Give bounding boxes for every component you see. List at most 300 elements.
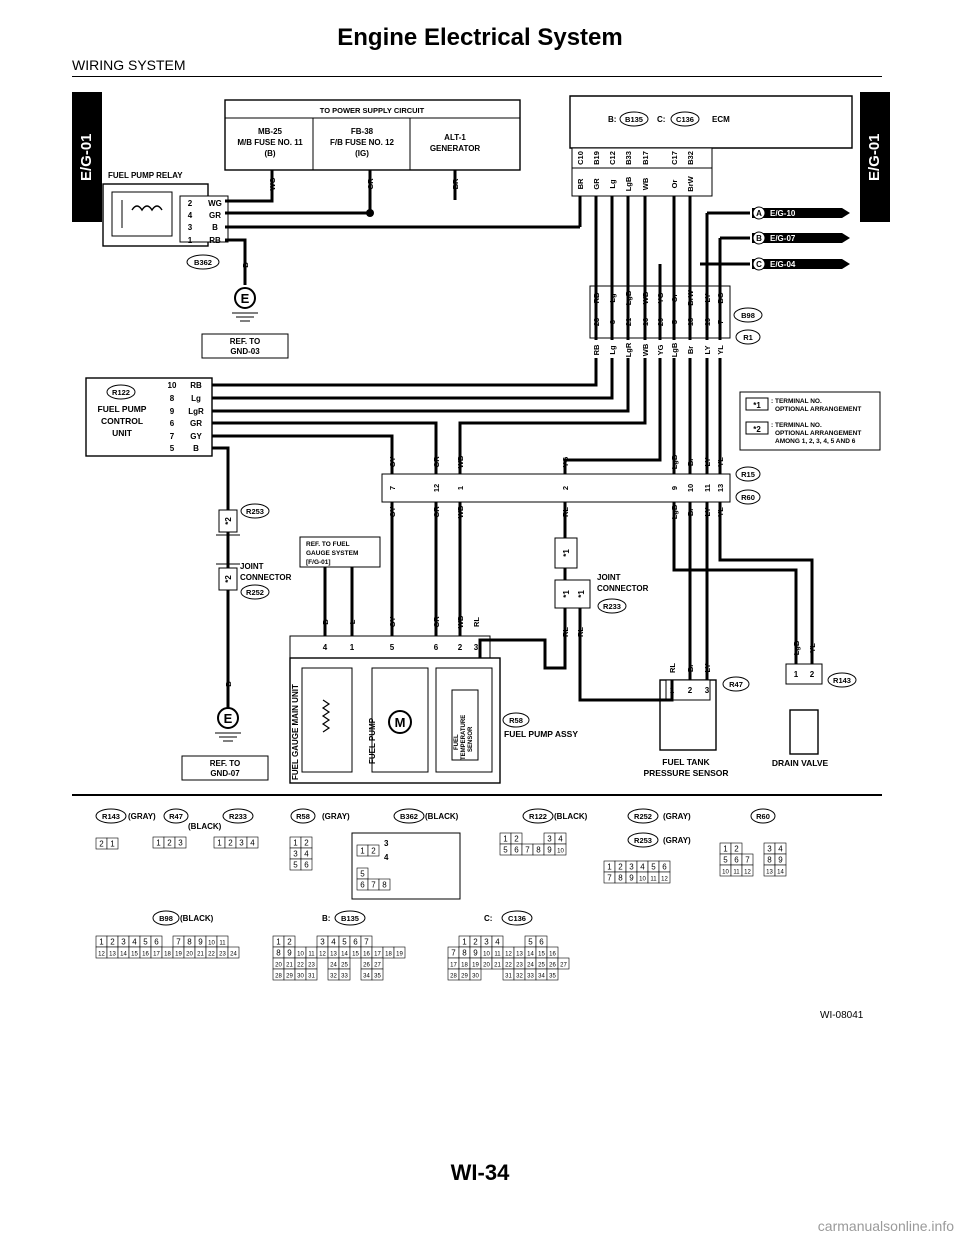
wire-label: 2	[561, 485, 570, 491]
pin-number: 5	[528, 937, 533, 947]
pin-number: 20	[186, 951, 193, 958]
wire-label: RL	[668, 663, 677, 673]
power-supply-box	[225, 100, 520, 170]
pin-number: 14	[777, 869, 784, 876]
legend-text: (BLACK)	[188, 822, 222, 831]
pin-number: 4	[495, 937, 500, 947]
wire-label: YL	[808, 643, 817, 653]
wire-label: RL	[576, 627, 585, 637]
pin-number: 2	[473, 937, 478, 947]
wire	[225, 196, 272, 201]
wire-label: Br	[686, 457, 695, 467]
wire-label: 2	[457, 643, 463, 652]
wire-label: WB	[456, 615, 465, 629]
fuel-pump-assy	[290, 636, 578, 783]
wire-label: 21	[624, 317, 633, 327]
temp-l2: TEMPERATURE	[461, 714, 467, 760]
connector-tag-label: B135	[341, 914, 359, 923]
pin-number: 17	[450, 962, 457, 969]
pin-number: 1	[503, 834, 508, 844]
motor-symbol: M	[394, 715, 406, 730]
pin-number: 33	[527, 973, 534, 980]
legend-text: (BLACK)	[554, 812, 588, 821]
mb-fuse-l3: (B)	[264, 149, 276, 158]
note2-t3: AMONG 1, 2, 3, 4, 5 AND 6	[775, 438, 856, 445]
pin-number: 18	[461, 962, 468, 969]
wire-label: *1	[562, 549, 571, 557]
conn-r233: R233	[603, 602, 621, 611]
pin-number: 21	[197, 951, 204, 958]
wire-label: 7	[169, 432, 175, 441]
wire-label: WB	[641, 343, 650, 357]
pin-number: 7	[451, 948, 456, 958]
pin-number: 9	[198, 937, 203, 947]
pcu-l3: UNIT	[112, 428, 132, 438]
wire-label: LgB	[624, 176, 633, 192]
pin-number: 8	[187, 937, 192, 947]
tank-l1: FUEL TANK	[662, 757, 710, 767]
joint-right-l1: JOINT	[597, 573, 621, 582]
relay-label: FUEL PUMP RELAY	[108, 171, 183, 180]
ground-bottom-symbol: E	[223, 711, 233, 726]
wire-label: GR	[432, 616, 441, 628]
wire-label: 6	[169, 419, 175, 428]
wire	[225, 170, 370, 213]
alt-l2: GENERATOR	[429, 144, 481, 153]
tank-conn: R47	[729, 680, 743, 689]
pin-number: 2	[304, 838, 309, 848]
pin-number: 17	[374, 951, 381, 958]
connector-tag-label: R60	[756, 812, 770, 821]
power-title: TO POWER SUPPLY CIRCUIT	[319, 106, 425, 115]
ecm-c-conn: C136	[676, 115, 694, 124]
pin-number: 10	[483, 951, 490, 958]
pin-number: 6	[734, 855, 739, 865]
pin-number: 20	[275, 962, 282, 969]
pcu-l2: CONTROL	[100, 416, 144, 426]
connector-tag-label: B98	[159, 914, 173, 923]
conn-r253: R253	[246, 507, 264, 516]
legend-text: (GRAY)	[128, 812, 156, 821]
pin-number: 5	[503, 845, 508, 855]
wire-label: *2	[224, 575, 233, 583]
joint-left-l2: CONNECTOR	[240, 573, 292, 582]
pin-number: 8	[462, 948, 467, 958]
wire-label: B17	[641, 151, 650, 165]
pin-number: 1	[723, 844, 728, 854]
pin-number: 7	[176, 937, 181, 947]
connector-tag-label: R143	[102, 812, 120, 821]
ground-bottom-ref1: REF. TO	[209, 759, 241, 768]
wire-label: Or	[670, 293, 679, 303]
pin-number: 5	[651, 862, 656, 872]
wire-label: LgR	[188, 407, 204, 416]
pin-number: 11	[650, 876, 657, 883]
wire-label: 10	[167, 381, 177, 390]
section-tab-left: E/G-01	[72, 92, 102, 222]
wire-label: 10	[686, 483, 695, 493]
conn-r15: R15	[741, 470, 755, 479]
gauge-label: FUEL GAUGE MAIN UNIT	[291, 684, 300, 780]
pin-number: 21	[494, 962, 501, 969]
wire-label: WB	[456, 505, 465, 519]
offpage-b-ref: E/G-07	[770, 234, 796, 243]
wire-label: 8	[608, 319, 617, 325]
pin-number: 2	[99, 839, 104, 849]
pin-number: 1	[110, 839, 115, 849]
pcu-conn: R122	[112, 388, 130, 397]
pin-number: 1	[156, 838, 161, 848]
wire-label: B	[193, 444, 199, 453]
pin-number: 6	[154, 937, 159, 947]
wire	[212, 436, 392, 474]
pin-number: 24	[527, 962, 534, 969]
diagram-code: WI-08041	[820, 1010, 864, 1021]
terminal-notes	[740, 392, 880, 450]
pin-number: 5	[143, 937, 148, 947]
pin-number: 13	[109, 951, 116, 958]
pin-number: 6	[662, 862, 667, 872]
wire-label: 12	[432, 483, 441, 493]
conn-r252: R252	[246, 588, 264, 597]
pin-number: 5	[293, 860, 298, 870]
wire-label: BrW	[686, 290, 695, 306]
pin-number: 5	[342, 937, 347, 947]
connector-legend	[96, 809, 786, 980]
wire-label: Br	[686, 345, 695, 355]
pin-number: 9	[629, 873, 634, 883]
joint-right-l2: CONNECTOR	[597, 584, 649, 593]
wire-label: 2	[187, 199, 193, 208]
ecm-b-prefix: B:	[608, 115, 617, 124]
pin-number: 34	[363, 973, 370, 980]
pin-number: 1	[607, 862, 612, 872]
wire-label: LgB	[670, 504, 679, 520]
pin-number: 4	[331, 937, 336, 947]
wire-label: Or	[670, 179, 679, 189]
note1-key: *1	[753, 401, 761, 410]
pin-number: 31	[505, 973, 512, 980]
wire-label: LgB	[624, 290, 633, 306]
connector-tag-label: R233	[229, 812, 247, 821]
wire-label: *2	[224, 517, 233, 525]
pin-number: 18	[164, 951, 171, 958]
pin-number: 2	[514, 834, 519, 844]
pin-number: 19	[175, 951, 182, 958]
note1-t2: OPTIONAL ARRANGEMENT	[775, 406, 862, 413]
pin-number: 29	[286, 973, 293, 980]
offpage-c-ref: E/G-04	[770, 260, 796, 269]
pin-number: 3	[767, 844, 772, 854]
legend-text: B:	[322, 914, 331, 923]
wire-label: LY	[703, 293, 712, 303]
section-subtitle: WIRING SYSTEM	[72, 57, 186, 73]
wire-label: RL	[561, 507, 570, 517]
pin-number: 9	[473, 948, 478, 958]
pin-number: 27	[560, 962, 567, 969]
wire	[460, 358, 645, 474]
temp-l3: SENSOR	[468, 726, 474, 752]
wire-label: 11	[703, 484, 712, 492]
wire-label: RL	[472, 617, 481, 627]
wire-label: L	[348, 619, 357, 625]
pin-number: 3	[121, 937, 126, 947]
wire-label: 5	[389, 643, 395, 652]
pin-number: 7	[525, 845, 530, 855]
pin-number: 6	[353, 937, 358, 947]
pin-number: 9	[547, 845, 552, 855]
wire-label: LY	[703, 663, 712, 673]
wire	[212, 448, 228, 510]
pin-number: 16	[549, 951, 556, 958]
wire-label: 23	[592, 317, 601, 327]
pin-number: 31	[308, 973, 315, 980]
wire-label: YG	[656, 292, 665, 304]
ground-top-symbol: E	[240, 291, 250, 306]
pin-number: 33	[341, 973, 348, 980]
wire-label: 18	[686, 317, 695, 327]
pin-number: 11	[219, 940, 226, 947]
pin-number: 30	[472, 973, 479, 980]
relay-conn: B362	[194, 258, 212, 267]
ecm-b-conn: B135	[625, 115, 643, 124]
wire-label: 9	[670, 485, 679, 491]
wire-label: Lg	[608, 293, 617, 303]
pin-number: 3	[320, 937, 325, 947]
pin-number: 15	[538, 951, 545, 958]
section-tab-right: E/G-01	[860, 92, 890, 222]
wire-label: B	[241, 262, 250, 268]
legend-text: 3	[384, 839, 389, 848]
pin-number: 3	[484, 937, 489, 947]
pin-number: 17	[153, 951, 160, 958]
pin-number: 26	[549, 962, 556, 969]
pin-number: 10	[208, 940, 215, 947]
wire-label: 1	[187, 236, 193, 245]
wire-label: YG	[656, 344, 665, 356]
pin-number: 7	[745, 855, 750, 865]
pin-number: 32	[516, 973, 523, 980]
pin-number: 8	[767, 855, 772, 865]
legend-text: (BLACK)	[425, 812, 459, 821]
wire-label: YL	[716, 457, 725, 467]
pin-number: 8	[618, 873, 623, 883]
pin-number: 12	[744, 869, 751, 876]
pin-number: 1	[462, 937, 467, 947]
wire-label: GY	[388, 616, 397, 628]
wire-label: Lg	[608, 345, 617, 355]
wire-label: 13	[716, 483, 725, 493]
page-title: Engine Electrical System	[337, 24, 623, 51]
connector-tag-label: C136	[508, 914, 526, 923]
wire-label: B	[212, 223, 218, 232]
wire-label: C12	[608, 151, 617, 165]
wire-label: GY	[190, 432, 202, 441]
conn-b98: B98	[741, 311, 755, 320]
pin-number: 8	[382, 880, 387, 890]
connector-tag-label: R58	[296, 812, 310, 821]
wire-label: *1	[562, 590, 571, 598]
wire-label: RB	[592, 344, 601, 356]
pin-number: 24	[230, 951, 237, 958]
wire-label: LY	[703, 507, 712, 517]
wire-label: GR	[209, 211, 221, 220]
wire-label: LgB	[792, 640, 801, 656]
wire-label: 5	[169, 444, 175, 453]
mb-fuse-l1: MB-25	[257, 127, 283, 136]
pin-number: 35	[549, 973, 556, 980]
page-number: WI-34	[450, 1160, 510, 1185]
wire-label: RB	[209, 236, 221, 245]
wire-label: 3	[187, 223, 193, 232]
wire-label: 19	[703, 317, 712, 327]
wire-label: *1	[577, 590, 586, 598]
pin-number: 1	[293, 838, 298, 848]
pin-number: 11	[733, 869, 740, 876]
wire-label: 3	[473, 643, 479, 652]
connector-tag-label: R122	[529, 812, 547, 821]
pin-number: 14	[341, 951, 348, 958]
pin-number: 12	[505, 951, 512, 958]
pin-number: 18	[385, 951, 392, 958]
pin-number: 19	[472, 962, 479, 969]
offpage-b-letter: B	[756, 234, 762, 243]
pin-number: 5	[723, 855, 728, 865]
ground-top	[202, 288, 288, 358]
pin-number: 6	[514, 845, 519, 855]
wire-label: LY	[703, 345, 712, 355]
pin-number: 22	[297, 962, 304, 969]
pin-number: 13	[330, 951, 337, 958]
ground-bottom	[182, 708, 268, 780]
pin-number: 6	[360, 880, 365, 890]
conn-r60: R60	[741, 493, 755, 502]
ground-top-ref2: GND-03	[230, 347, 260, 356]
wire-label: B19	[592, 151, 601, 165]
note2-t1: : TERMINAL NO.	[771, 422, 822, 429]
pin-number: 14	[527, 951, 534, 958]
wire-label: C10	[576, 151, 585, 165]
wire-label: LgB	[670, 342, 679, 358]
drain-conn: R143	[833, 676, 851, 685]
pin-number: 3	[547, 834, 552, 844]
wire-label: 1	[793, 670, 799, 679]
note2-t2: OPTIONAL ARRANGEMENT	[775, 430, 862, 437]
pin-number: 10	[297, 951, 304, 958]
fb-fuse-l2: F/B FUSE NO. 12	[329, 138, 395, 147]
pin-number: 2	[228, 838, 233, 848]
wire-label: YL	[716, 507, 725, 517]
legend-text: 4	[384, 853, 389, 862]
pin-number: 10	[722, 869, 729, 876]
offpage-a-letter: A	[756, 209, 762, 218]
fuel-tank-pressure-sensor	[643, 677, 749, 778]
pump-label: FUEL PUMP	[368, 717, 377, 764]
pin-number: 5	[360, 869, 365, 879]
wire-label: GR	[432, 506, 441, 518]
pin-number: 8	[536, 845, 541, 855]
pin-number: 2	[287, 937, 292, 947]
wire-label: 8	[169, 394, 175, 403]
wire	[720, 502, 812, 664]
wire-label: YG	[561, 456, 570, 468]
pin-number: 6	[539, 937, 544, 947]
pin-number: 1	[99, 937, 104, 947]
pin-number: 2	[618, 862, 623, 872]
pin-number: 16	[142, 951, 149, 958]
legend-text: (BLACK)	[180, 914, 214, 923]
pin-number: 10	[557, 848, 564, 855]
wire-label: WG	[268, 177, 277, 191]
pin-number: 14	[120, 951, 127, 958]
ecm-label: ECM	[712, 115, 730, 124]
wire-label: LY	[703, 457, 712, 467]
offpage-c-letter: C	[756, 260, 762, 269]
wire-label: Br	[686, 507, 695, 517]
fuel-ref-l3: [F/G-01]	[306, 559, 331, 566]
wire-label: GR	[592, 178, 601, 190]
fuel-ref-l2: GAUGE SYSTEM	[306, 550, 359, 557]
pin-number: 1	[217, 838, 222, 848]
pin-number: 23	[219, 951, 226, 958]
pin-number: 26	[363, 962, 370, 969]
wire-label: 16	[641, 317, 650, 327]
pcu-l1: FUEL PUMP	[97, 404, 147, 414]
pin-number: 2	[734, 844, 739, 854]
wire-label: C17	[670, 151, 679, 165]
wire-label: Br	[686, 663, 695, 673]
wire-label: BR	[576, 178, 585, 190]
wire-label: WB	[456, 455, 465, 469]
wire-label: WG	[208, 199, 222, 208]
wires	[212, 170, 812, 708]
pin-number: 3	[629, 862, 634, 872]
pin-number: 4	[304, 849, 309, 859]
pin-number: 19	[396, 951, 403, 958]
offpage-a-ref: E/G-10	[770, 209, 796, 218]
wire-label: 3	[704, 686, 710, 695]
pin-number: 13	[516, 951, 523, 958]
pin-number: 11	[494, 951, 501, 958]
pin-number: 7	[371, 880, 376, 890]
wire-label: GR	[190, 419, 202, 428]
wire	[212, 423, 436, 474]
pin-number: 2	[110, 937, 115, 947]
ground-bottom-ref2: GND-07	[210, 769, 240, 778]
pin-number: 9	[287, 948, 292, 958]
fuel-pump-relay	[103, 171, 228, 269]
tank-l2: PRESSURE SENSOR	[643, 768, 729, 778]
pin-number: 20	[483, 962, 490, 969]
wire-label: YL	[716, 345, 725, 355]
wire-label: 7	[716, 319, 725, 325]
wire-label: B33	[624, 151, 633, 165]
wire	[580, 608, 672, 700]
pin-number: 10	[639, 876, 646, 883]
wire-label: 2	[687, 686, 693, 695]
drain-valve	[772, 664, 856, 768]
conn-r1: R1	[743, 333, 753, 342]
offpage-connectors	[752, 207, 850, 270]
wire-label: WB	[641, 177, 650, 191]
pin-number: 2	[167, 838, 172, 848]
pin-number: 23	[308, 962, 315, 969]
fb-fuse-l3: (IG)	[355, 149, 369, 158]
temp-l1: FUEL	[454, 734, 460, 750]
drain-label: DRAIN VALVE	[771, 758, 829, 768]
pin-number: 8	[276, 948, 281, 958]
pin-number: 24	[330, 962, 337, 969]
